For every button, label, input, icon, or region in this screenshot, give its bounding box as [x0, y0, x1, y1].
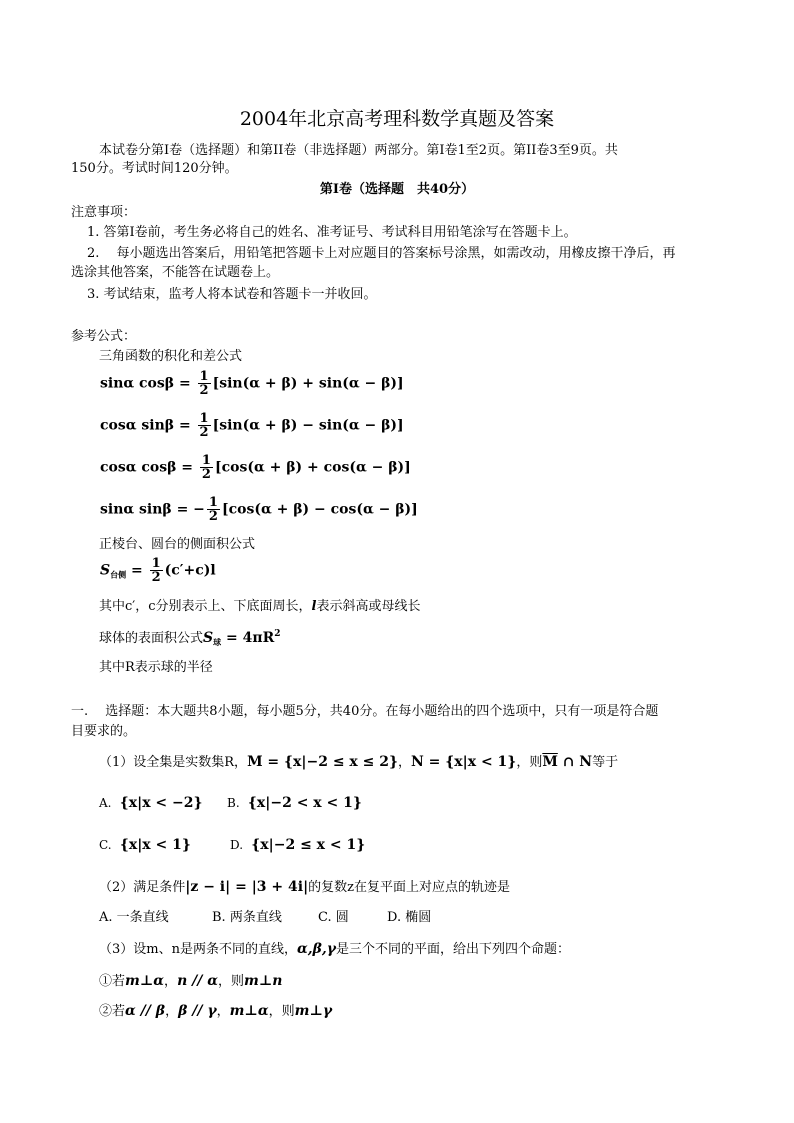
section-title: 第Ⅰ卷（选择题 共40分）: [319, 182, 475, 197]
question-1-option-c: C. {x|x < 1}: [99, 837, 191, 853]
question-3-proposition-1: ①若m⊥α，n // α，则m⊥n: [99, 973, 283, 989]
question-1-option-a: A. {x|x < −2}: [99, 795, 203, 811]
lateral-explanation: 其中c′，c分别表示上、下底面周长，l表示斜高或母线长: [99, 599, 421, 614]
formula-4-lhs: sinα sinβ = −: [100, 501, 205, 518]
note-2-line-2: 选涂其他答案，不能答在试题卷上。: [71, 265, 280, 280]
question-1-option-d: D. {x|−2 ≤ x < 1}: [230, 837, 366, 853]
formula-2-rhs: [sin(α + β) − sin(α − β)]: [212, 417, 404, 434]
lateral-fraction: $\frac{1}{2}$: [151, 556, 161, 585]
question-1-stem: （1）设全集是实数集R，M = {x|−2 ≤ x ≤ 2}，N = {x|x < 1}，则$\overline{M}$ ∩ N等于: [99, 754, 619, 770]
question-2-option-d: D. 椭圆: [387, 910, 432, 925]
question-2-option-c: C. 圆: [318, 910, 349, 925]
trig-heading: 三角函数的积化和差公式: [99, 349, 243, 364]
lateral-area-formula: $S_{台侧}$ = $\frac{1}{2}$ (c′+c)l: [100, 556, 216, 585]
formula-1-fraction: $\frac{1}{2}$: [199, 369, 209, 398]
note-3: 3. 考试结束，监考人将本试卷和答题卡一并收回。: [87, 287, 377, 302]
formula-3-lhs: cosα cosβ =: [100, 459, 198, 476]
lateral-area-heading: 正棱台、圆台的侧面积公式: [99, 537, 256, 552]
radius-note: 其中R表示球的半径: [99, 660, 213, 675]
formula-4: [100, 496, 418, 523]
part1-line-1: 一. 选择题：本大题共8小题，每小题5分，共40分。在每小题给出的四个选项中，只有一项是符合题: [71, 704, 659, 719]
question-2-stem: （2）满足条件|z − i| = |3 + 4i|的复数z在复平面上对应点的轨迹是: [99, 879, 511, 895]
formula-2-fraction: $\frac{1}{2}$: [199, 411, 209, 440]
formula-1-rhs: [sin(α + β) + sin(α − β)]: [212, 375, 404, 392]
part1-line-2: 目要求的。: [71, 724, 137, 739]
page-title: 2004年北京高考理科数学真题及答案: [239, 108, 555, 130]
formula-3-rhs: [cos(α + β) + cos(α − β)]: [214, 459, 411, 476]
intro-line-2: 150分。考试时间120分钟。: [71, 161, 238, 176]
question-1-option-b: B. {x|−2 < x < 1}: [227, 795, 362, 811]
question-3-stem: （3）设m、n是两条不同的直线，α,β,γ是三个不同的平面，给出下列四个命题：: [99, 941, 571, 957]
note-2-line-1: 2. 每小题选出答案后，用铅笔把答题卡上对应题目的答案标号涂黑，如需改动，用橡皮擦干净后，再: [87, 246, 676, 261]
sphere-formula: 球体的表面积公式$S_球 = 4\pi R^2$: [99, 629, 281, 647]
question-3-proposition-2: ②若α // β，β // γ，m⊥α，则m⊥γ: [99, 1003, 333, 1019]
intro-line-1: 本试卷分第Ⅰ卷（选择题）和第II卷（非选择题）两部分。第Ⅰ卷1至2页。第II卷3至9页。共: [99, 143, 618, 158]
formula-2: [100, 412, 404, 439]
question-2-option-a: A. 一条直线: [99, 910, 169, 925]
formula-4-rhs: [cos(α + β) − cos(α − β)]: [221, 501, 418, 518]
formula-2-lhs: cosα sinβ =: [100, 417, 196, 434]
question-2-option-b: B. 两条直线: [212, 910, 282, 925]
note-1: 1. 答第Ⅰ卷前，考生务必将自己的姓名、准考证号、考试科目用铅笔涂写在答题卡上。: [87, 225, 577, 240]
formula-1-lhs: sinα cosβ =: [100, 375, 196, 392]
formulas-heading: 参考公式：: [71, 329, 137, 344]
formula-1: [100, 370, 404, 397]
formula-3-fraction: $\frac{1}{2}$: [201, 453, 211, 482]
notes-heading: 注意事项：: [71, 205, 137, 220]
formula-4-fraction: $\frac{1}{2}$: [208, 495, 218, 524]
formula-3: [100, 454, 411, 481]
